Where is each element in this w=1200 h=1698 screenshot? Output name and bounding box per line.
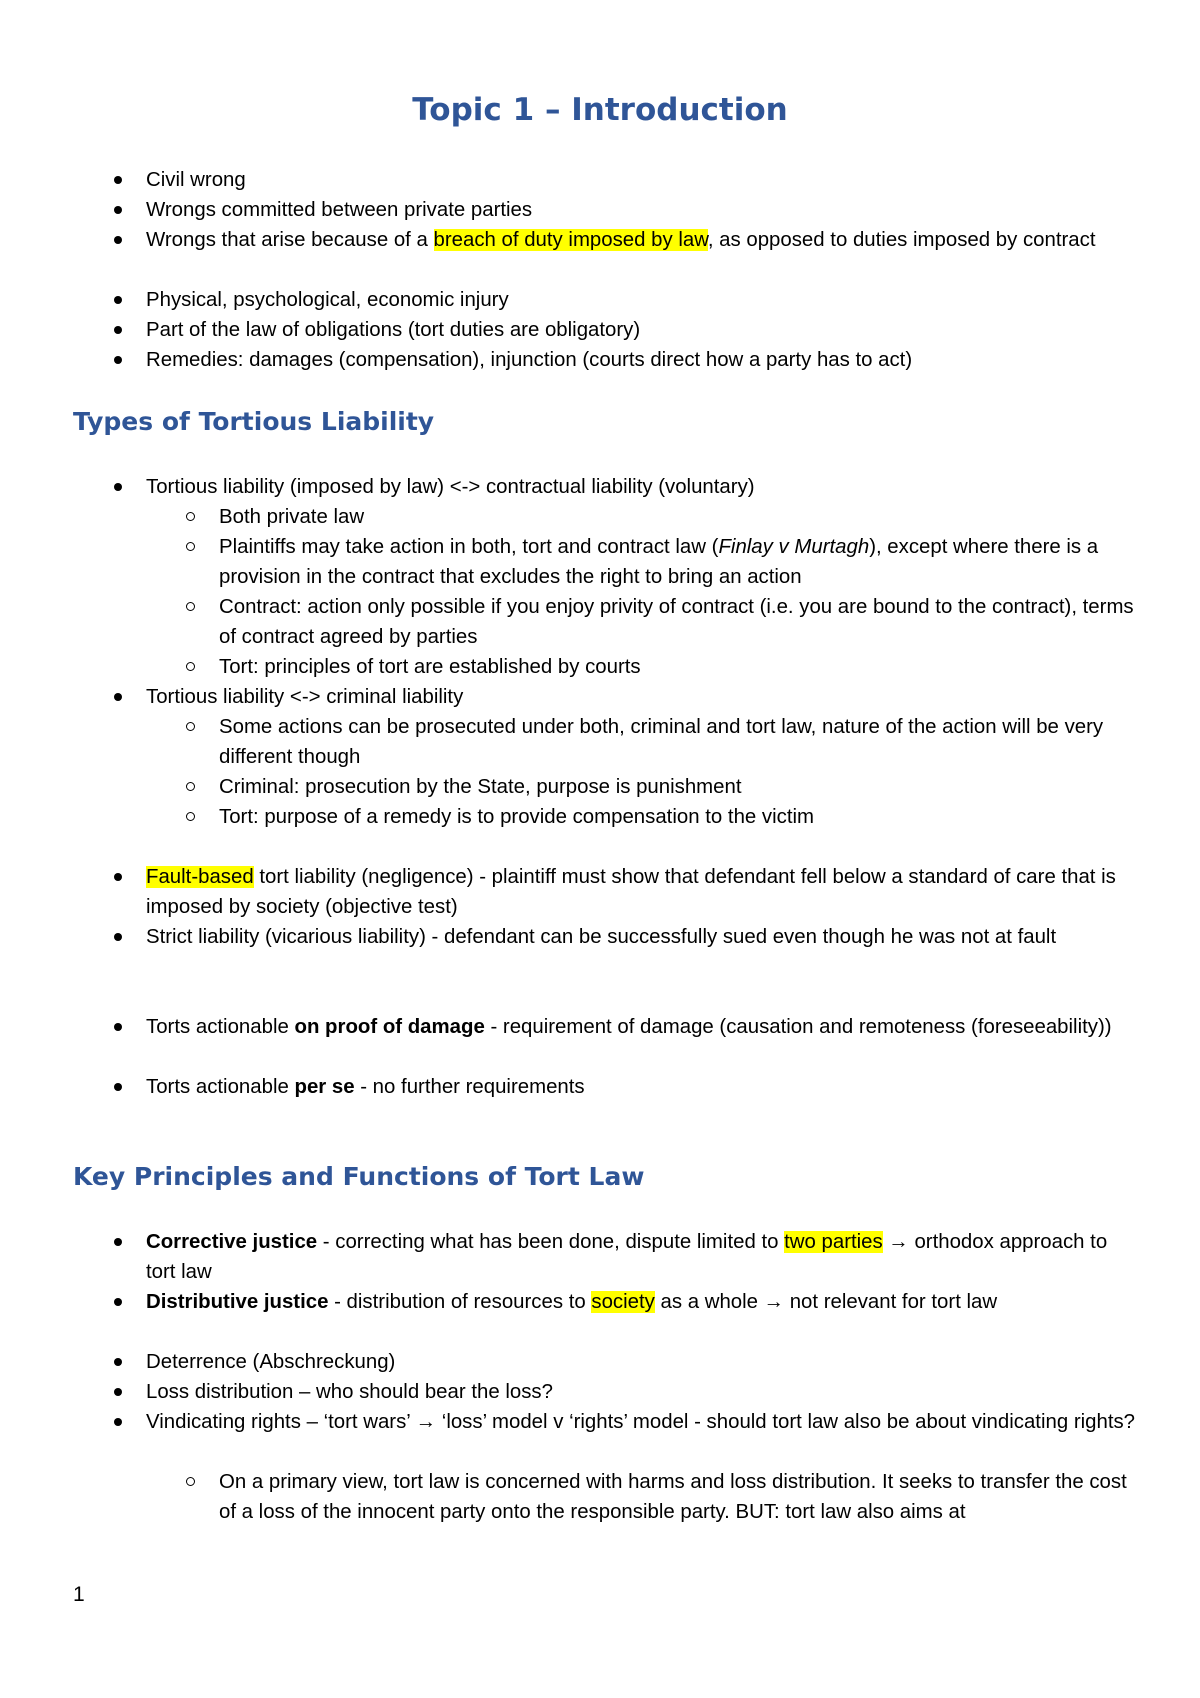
list-item: Tortious liability <-> criminal liability [146, 682, 1136, 712]
text-run: Torts actionable [146, 1076, 295, 1098]
list-item [146, 225, 1136, 255]
list-item: Remedies: damages (compensation), injunction (courts direct how a party has to act) [146, 345, 1136, 375]
sub-list-item: Contract: action only possible if you enjoy privity of contract (i.e. you are bound to the contract), terms of contract agreed by parties [219, 592, 1139, 652]
text-run: → orthodox approach to tort law [146, 1231, 1108, 1283]
sub-list-item: Criminal: prosecution by the State, purpose is punishment [219, 772, 1139, 802]
list-item [146, 1012, 1136, 1042]
text-run: Plaintiffs may take action in both, tort and contract law ( [219, 536, 719, 558]
highlighted-text: breach of duty imposed by law [433, 229, 708, 251]
list-item: Vindicating rights – ‘tort wars’ → ‘loss’ model v ‘rights’ model - should tort law also be about vindicating rights? [146, 1407, 1136, 1437]
list-item: Physical, psychological, economic injury [146, 285, 1136, 315]
page-number: 1 [73, 1583, 85, 1606]
page-title: Topic 1 – Introduction [412, 92, 788, 128]
highlighted-text: society [591, 1291, 655, 1313]
text-run: ), except where there is a provision in the contract that excludes the right to bring an action [219, 536, 1099, 588]
text-run: - no further requirements [354, 1076, 585, 1098]
list-item: Strict liability (vicarious liability) - defendant can be successfully sued even though he was not at fault [146, 922, 1136, 952]
text-run: - correcting what has been done, dispute limited to [317, 1231, 785, 1253]
bold-text: per se [294, 1076, 355, 1098]
list-item [146, 1072, 1136, 1102]
list-item: Wrongs committed between private parties [146, 195, 1136, 225]
text-run: tort liability (negligence) - plaintiff must show that defendant fell below a standard of care that is imposed by society (objective test) [146, 866, 1116, 918]
list-item: Tortious liability (imposed by law) <-> contractual liability (voluntary) [146, 472, 1136, 502]
sub-list-item: On a primary view, tort law is concerned with harms and loss distribution. It seeks to transfer the cost of a loss of the innocent party onto the responsible party. BUT: tort law also aims at [219, 1467, 1139, 1527]
text-run: , as opposed to duties imposed by contract [707, 229, 1096, 251]
list-item: Deterrence (Abschreckung) [146, 1347, 1136, 1377]
text-run: - requirement of damage (causation and remoteness (foreseeability)) [484, 1016, 1112, 1038]
section-heading-types: Types of Tortious Liability [73, 407, 435, 436]
sub-list-item: Both private law [219, 502, 1139, 532]
list-item: Part of the law of obligations (tort duties are obligatory) [146, 315, 1136, 345]
text-run: - distribution of resources to [328, 1291, 592, 1313]
sub-list-item [219, 532, 1139, 592]
bold-text: on proof of damage [294, 1016, 485, 1038]
section-heading-key-principles: Key Principles and Functions of Tort Law [73, 1162, 645, 1191]
sub-list-item: Some actions can be prosecuted under both, criminal and tort law, nature of the action will be very different though [219, 712, 1139, 772]
list-item: Loss distribution – who should bear the loss? [146, 1377, 1136, 1407]
highlighted-text: Fault-based [146, 866, 254, 888]
sub-list-item: Tort: principles of tort are established by courts [219, 652, 1139, 682]
text-run: Torts actionable [146, 1016, 295, 1038]
sub-list-item: Tort: purpose of a remedy is to provide compensation to the victim [219, 802, 1139, 832]
text-run: Wrongs that arise because of a [146, 229, 434, 251]
text-run: as a whole → not relevant for tort law [654, 1291, 998, 1313]
list-item [146, 1287, 1136, 1317]
list-item [146, 1227, 1136, 1287]
highlighted-text: two parties [784, 1231, 883, 1253]
bold-text: Distributive justice [146, 1291, 329, 1313]
case-name: Finlay v Murtagh [718, 536, 870, 558]
list-item: Civil wrong [146, 165, 1136, 195]
bold-text: Corrective justice [146, 1231, 318, 1253]
list-item [146, 862, 1136, 922]
